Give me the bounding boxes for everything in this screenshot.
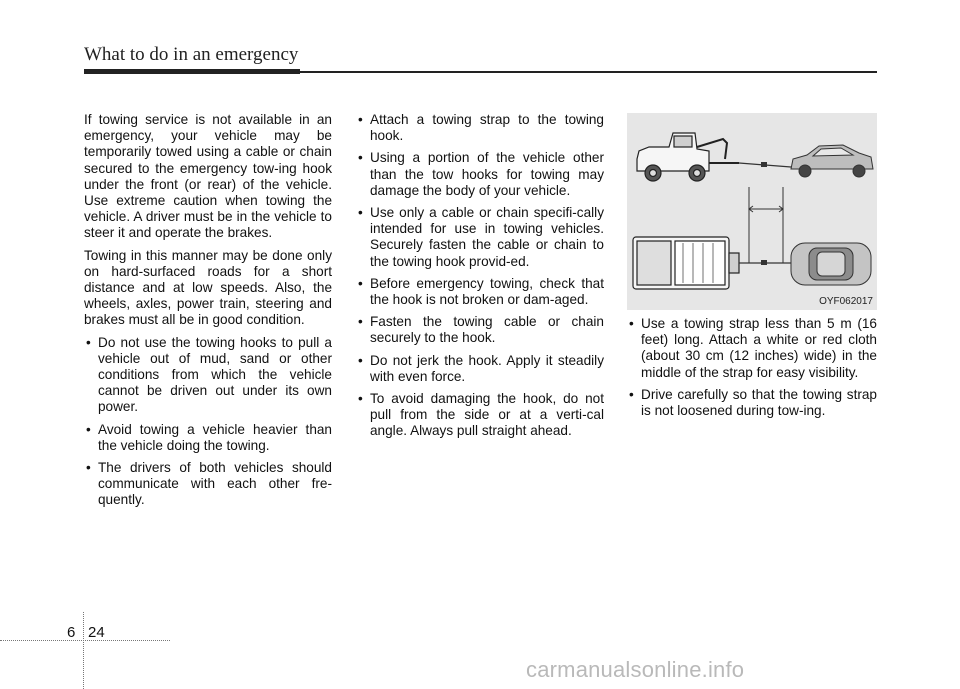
list-item-text: Use only a cable or chain specifi-cally intended for use in towing vehicles. Securely fasten the cable or chain to the towing hook provid-ed. — [370, 205, 604, 269]
bullet-icon: • — [358, 314, 363, 330]
list-item-text: Attach a towing strap to the towing hook. — [370, 112, 604, 144]
column-3 — [627, 316, 877, 425]
list-item — [356, 205, 604, 270]
footer-guide-horizontal — [0, 640, 170, 642]
footer-guide-vertical — [83, 612, 84, 689]
list-item-text: The drivers of both vehicles should communicate with each other fre-quently. — [98, 460, 332, 508]
tow-truck-side-icon — [637, 133, 739, 181]
bullet-icon: • — [86, 460, 91, 476]
towed-car-side-icon — [791, 145, 873, 177]
list-item — [356, 112, 604, 144]
figure-code: OYF062017 — [819, 296, 873, 307]
conditions-paragraph: Towing in this manner may be done only on hard-surfaced roads for a short distance and at low speeds. Also, the wheels, axles, power train, steering and brakes must all be in good condition. — [84, 247, 332, 328]
bullet-list-1 — [84, 335, 332, 509]
bullet-icon: • — [358, 205, 363, 221]
intro-paragraph: If towing service is not available in an emergency, your vehicle may be temporarily towed using a cable or chain secured to the emergency tow-ing hook under the front (or rear) of the vehicle. Use extreme caution when towing the vehicle. A driver must be in the vehicle to steer it and operate the brakes. — [84, 112, 332, 241]
bullet-icon: • — [86, 334, 91, 350]
list-item — [627, 316, 877, 381]
list-item-text: Do not use the towing hooks to pull a vehicle out of mud, sand or other conditions from which the vehicle cannot be driven out under its own power. — [98, 334, 332, 415]
bullet-icon: • — [629, 316, 634, 331]
bullet-icon: • — [86, 421, 91, 437]
tow-truck-top-icon — [633, 237, 739, 289]
list-item — [84, 460, 332, 509]
list-item-text: Before emergency towing, check that the hook is not broken or dam-aged. — [370, 275, 604, 308]
list-item-text: Avoid towing a vehicle heavier than the vehicle doing the towing. — [98, 421, 332, 453]
towing-illustration — [627, 113, 877, 310]
towed-car-top-icon — [791, 243, 871, 285]
list-item — [356, 391, 604, 440]
bullet-list-3 — [627, 316, 877, 419]
bullet-icon: • — [358, 150, 363, 166]
list-item — [356, 314, 604, 346]
list-item — [84, 422, 332, 454]
bullet-icon: • — [358, 275, 363, 291]
list-item-text: Using a portion of the vehicle other than the tow hooks for towing may damage the body of your vehicle. — [370, 150, 604, 198]
list-item — [627, 387, 877, 419]
column-2 — [356, 112, 604, 446]
header-title: What to do in an emergency — [84, 44, 299, 65]
list-item-text: Do not jerk the hook. Apply it steadily with even force. — [370, 352, 604, 384]
column-1 — [84, 112, 332, 515]
list-item — [356, 150, 604, 199]
list-item-text: Fasten the towing cable or chain securely to the hook. — [370, 314, 604, 346]
bullet-icon: • — [358, 352, 363, 368]
list-item-text: Use a towing strap less than 5 m (16 feet) long. Attach a white or red cloth (about 30 cm (12 inches) wide) in the middle of the strap for easy visibility. — [641, 316, 877, 380]
bullet-icon: • — [358, 112, 363, 127]
bullet-icon: • — [629, 386, 634, 402]
list-item — [356, 276, 604, 308]
towing-diagram — [627, 113, 877, 310]
list-item-text: Drive carefully so that the towing strap is not loosened during tow-ing. — [641, 386, 877, 419]
strap-length-dimension — [749, 187, 783, 263]
bullet-list-2 — [356, 112, 604, 440]
list-item-text: To avoid damaging the hook, do not pull from the side or at a verti-cal angle. Always pull straight ahead. — [370, 391, 604, 439]
bullet-icon: • — [358, 391, 363, 407]
list-item — [356, 353, 604, 385]
page-number: 24 — [88, 624, 105, 641]
list-item — [84, 335, 332, 416]
chapter-number: 6 — [67, 624, 76, 641]
watermark: carmanualsonline.info — [526, 657, 745, 682]
header-rule-accent — [84, 69, 300, 74]
